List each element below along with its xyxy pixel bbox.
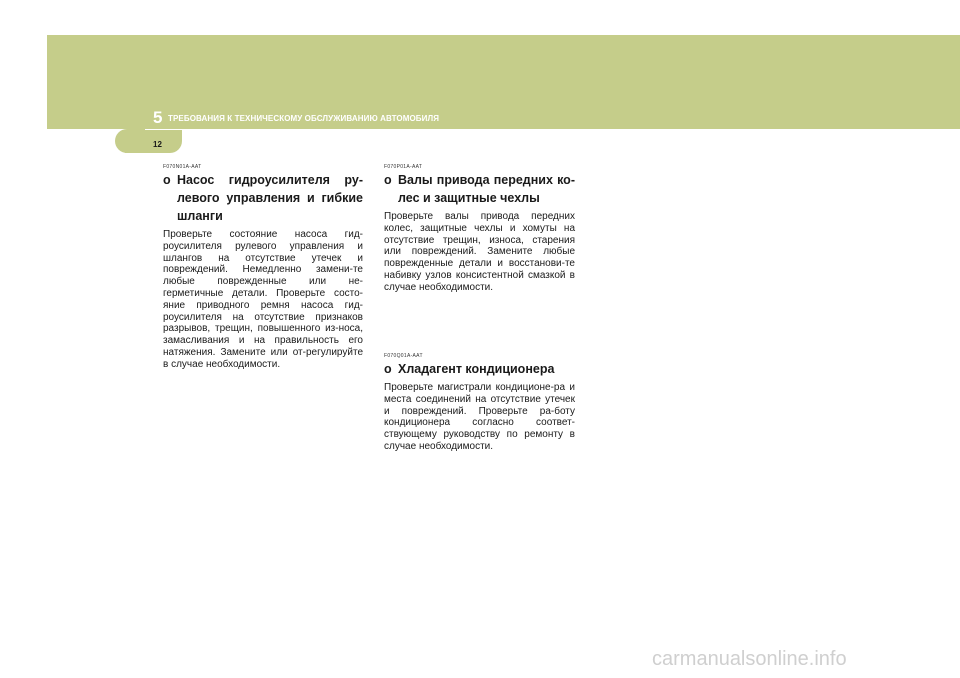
bullet-icon: o <box>384 173 392 187</box>
section-body: Проверьте валы привода передних колес, защитные чехлы и хомуты на отсутствие трещин, износа, старения или повреждений. Замените любые поврежденные детали и восстанови-те набивку узлов консистентной смазкой в случае необходимости. <box>384 211 575 293</box>
section-body: Проверьте магистрали кондиционе-ра и места соединений на отсутствие утечек и повреждений. Проверьте ра-боту кондиционера согласно соответ-ствующему руководству по ремонту в случае необходимости. <box>384 382 575 452</box>
section-drive-shafts <box>384 164 575 294</box>
watermark: carmanualsonline.info <box>652 648 847 670</box>
chapter-number: 5 <box>153 108 163 127</box>
section-body: Проверьте состояние насоса гид-роусилителя рулевого управления и шлангов на отсутствие утечек и повреждений. Немедленно замени-те любые поврежденные или не-герметичные детали. Проверьте состо-яние приводного ремня насоса гид-роусилителя на отсутствие признаков разрывов, трещин, повышенного из-носа, замасливания и на правильность его натяжения. Замените или от-регулируйте в случае необходимости. <box>163 229 363 370</box>
section-heading <box>163 171 363 225</box>
page-number: 12 <box>153 140 162 149</box>
section-code: F070Q01A-AAT <box>384 353 423 359</box>
section-heading <box>384 171 575 207</box>
section-title: Насос гидроусилителя ру-левого управления и гибкие шланги <box>177 173 363 223</box>
section-power-steering <box>163 164 363 371</box>
section-ac-refrigerant <box>384 353 575 453</box>
section-code: F070P01A-AAT <box>384 164 423 170</box>
section-title: Хладагент кондиционера <box>398 362 555 376</box>
bullet-icon: o <box>163 173 171 187</box>
section-title: Валы привода передних ко-лес и защитные чехлы <box>398 173 575 205</box>
bullet-icon: o <box>384 362 392 376</box>
section-heading <box>384 360 575 378</box>
section-code: F070N01A-AAT <box>163 164 202 170</box>
chapter-title: ТРЕБОВАНИЯ К ТЕХНИЧЕСКОМУ ОБСЛУЖИВАНИЮ АВТОМОБИЛЯ <box>168 114 440 123</box>
